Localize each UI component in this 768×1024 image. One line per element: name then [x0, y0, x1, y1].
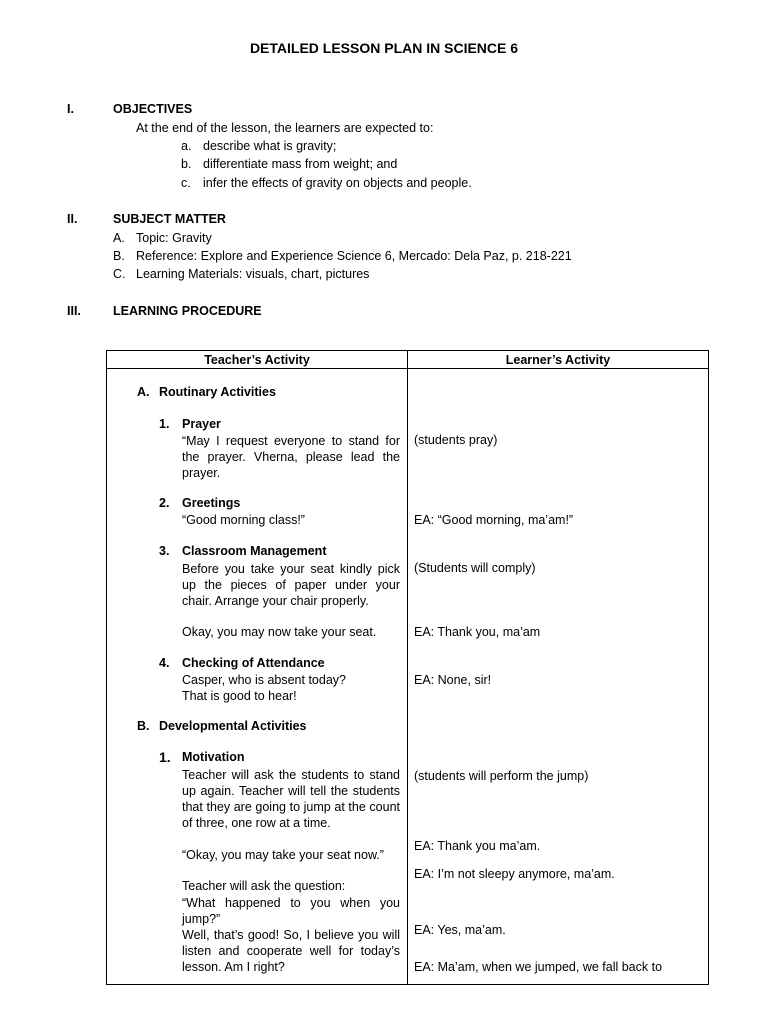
section-marker: A. [137, 385, 150, 399]
attendance-question: Casper, who is absent today? [182, 673, 346, 687]
step-marker: 2. [159, 496, 170, 510]
motivation-question: “What happened to you when you jump?” [182, 896, 400, 926]
teacher-activity-header: Teacher’s Activity [107, 351, 408, 369]
attendance-response: That is good to hear! [182, 689, 297, 703]
motivation-closing: Well, that’s good! So, I believe you will listen and cooperate well for today’s lesson. Am I right? [182, 928, 400, 974]
procedure-numeral: III. [67, 304, 81, 318]
objective-item: infer the effects of gravity on objects and people. [203, 176, 472, 190]
teacher-activity-cell [107, 369, 408, 985]
learner-response: (students will perform the jump) [414, 769, 589, 783]
objective-marker: b. [181, 157, 192, 171]
motivation-instructions: Teacher will ask the students to stand up again. Teacher will tell the students that they are going to jump at the count of three, one row at a time. [182, 768, 400, 830]
learner-response: EA: Thank you ma’am. [414, 839, 541, 853]
subject-matter-heading: SUBJECT MATTER [113, 212, 226, 226]
subject-item-materials: Learning Materials: visuals, chart, pictures [136, 267, 370, 281]
motivation-question-intro: Teacher will ask the question: [182, 879, 346, 893]
learner-activity-cell [408, 369, 709, 985]
classroom-management-heading: Classroom Management [182, 544, 327, 558]
objectives-heading: OBJECTIVES [113, 102, 193, 116]
section-marker: B. [137, 719, 150, 733]
learner-response: (Students will comply) [414, 561, 536, 575]
subject-item-topic: Topic: Gravity [136, 231, 212, 245]
learner-activity-header: Learner’s Activity [408, 351, 709, 369]
subject-marker: C. [113, 267, 126, 281]
learner-response: EA: I’m not sleepy anymore, ma’am. [414, 867, 615, 881]
prayer-heading: Prayer [182, 417, 221, 431]
subject-item-reference: Reference: Explore and Experience Science 6, Mercado: Dela Paz, p. 218-221 [136, 249, 572, 263]
step-marker: 3. [159, 544, 170, 558]
learner-response: EA: Ma’am, when we jumped, we fall back to [414, 960, 663, 974]
objective-item: differentiate mass from weight; and [203, 157, 398, 171]
greetings-heading: Greetings [182, 496, 241, 510]
step-marker: 1. [159, 749, 171, 765]
learner-response: EA: Yes, ma’am. [414, 923, 506, 937]
attendance-heading: Checking of Attendance [182, 656, 325, 670]
subject-marker: A. [113, 231, 125, 245]
learner-response: EA: None, sir! [414, 673, 492, 687]
step-marker: 4. [159, 656, 170, 670]
prayer-text: “May I request everyone to stand for the prayer. Vherna, please lead the prayer. [182, 434, 400, 480]
motivation-take-seat: “Okay, you may take your seat now.” [182, 848, 384, 862]
subject-marker: B. [113, 249, 125, 263]
objectives-numeral: I. [67, 102, 74, 116]
objective-marker: c. [181, 176, 191, 190]
developmental-activities-heading: Developmental Activities [159, 719, 307, 733]
objectives-intro: At the end of the lesson, the learners are expected to: [136, 121, 434, 135]
routinary-activities-heading: Routinary Activities [159, 385, 276, 399]
motivation-heading: Motivation [182, 750, 245, 764]
procedure-heading: LEARNING PROCEDURE [113, 304, 262, 318]
learner-response: (students pray) [414, 433, 498, 447]
objective-item: describe what is gravity; [203, 139, 337, 153]
classroom-management-text: Before you take your seat kindly pick up the pieces of paper under your chair. Arrange your chair properly. [182, 562, 400, 608]
subject-matter-numeral: II. [67, 212, 78, 226]
learner-response: EA: “Good morning, ma’am!” [414, 513, 574, 527]
learner-response: EA: Thank you, ma’am [414, 625, 541, 639]
take-seat-text: Okay, you may now take your seat. [182, 625, 377, 639]
learning-procedure-table [106, 350, 709, 985]
greetings-text: “Good morning class!” [182, 513, 305, 527]
step-marker: 1. [159, 417, 170, 431]
objective-marker: a. [181, 139, 192, 153]
document-title: DETAILED LESSON PLAN IN SCIENCE 6 [249, 40, 519, 56]
